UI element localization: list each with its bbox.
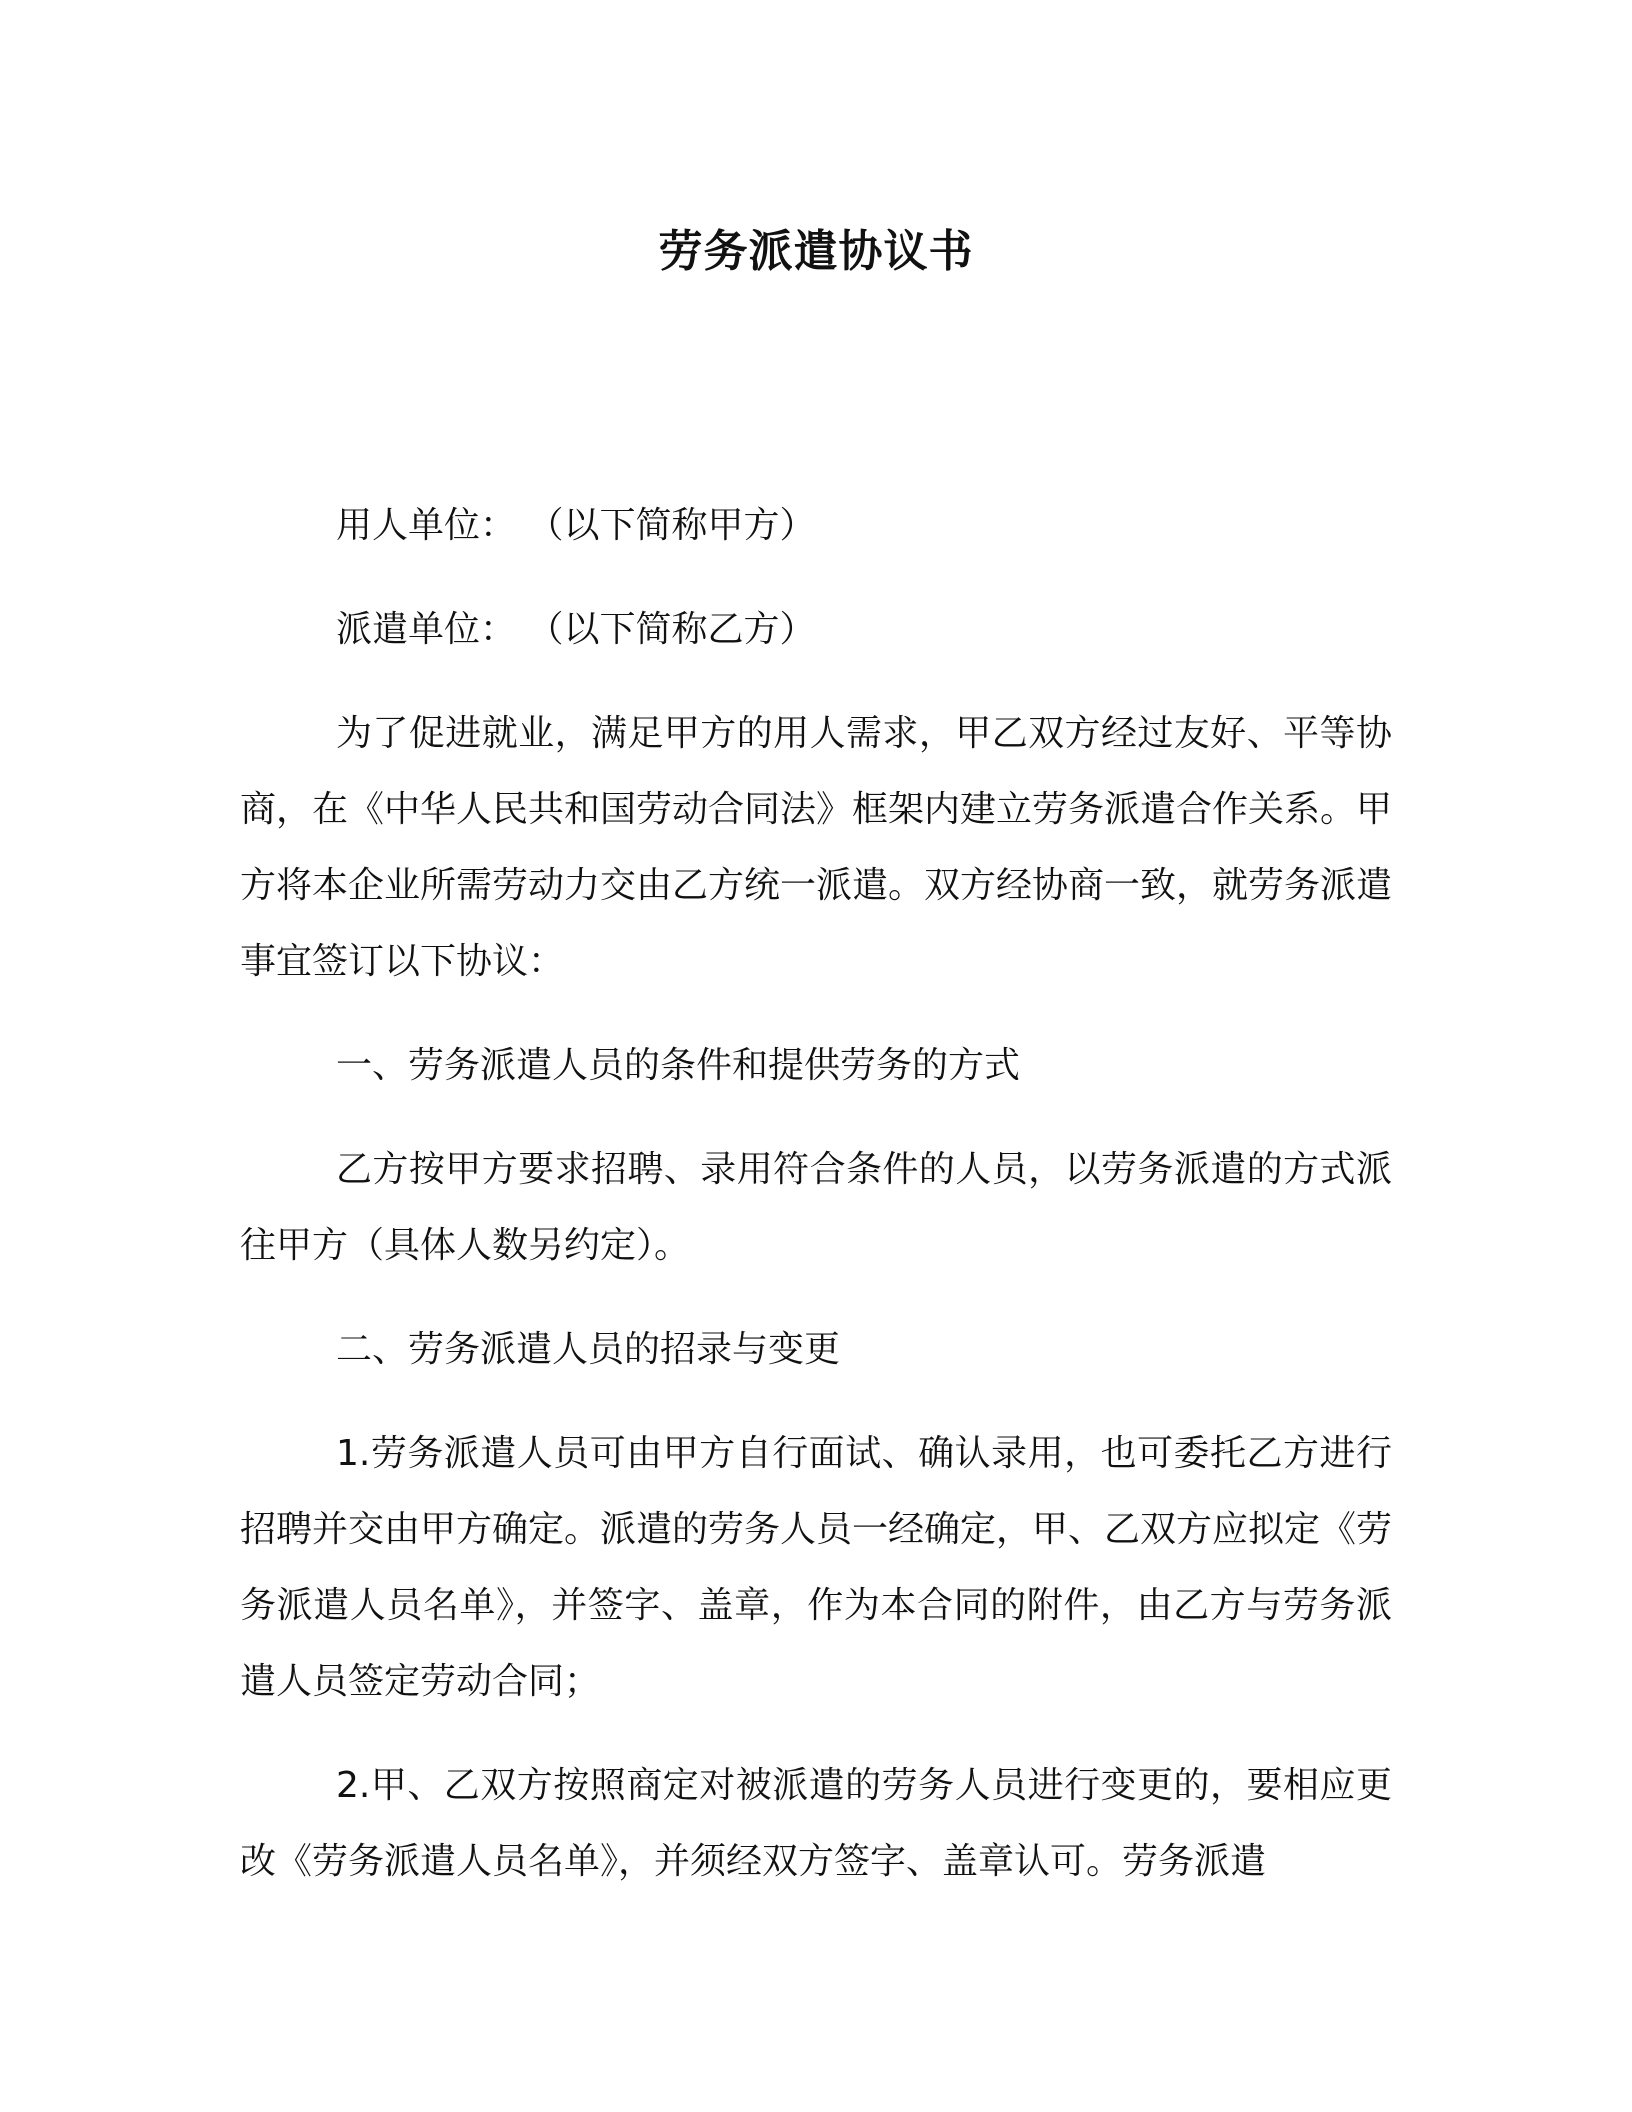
section-1-paragraph: 乙方按甲方要求招聘、录用符合条件的人员，以劳务派遣的方式派往甲方（具体人数另约定）。 (240, 1149, 1392, 1266)
preamble-paragraph: 为了促进就业，满足甲方的用人需求，甲乙双方经过友好、平等协商，在《中华人民共和国劳动合同法》框架内建立劳务派遣合作关系。甲方将本企业所需劳动力交由乙方统一派遣。双方经协商一致，就劳务派遣事宜签订以下协议： (240, 713, 1393, 982)
section-2-heading: 二、劳务派遣人员的招录与变更 (336, 1329, 841, 1370)
document-body (240, 488, 1392, 1928)
dispatch-unit-line: 派遣单位： （以下简称乙方） (336, 609, 816, 650)
employer-unit-line: 用人单位： （以下简称甲方） (336, 505, 816, 546)
section-2-clause-1: 1.劳务派遣人员可由甲方自行面试、确认录用，也可委托乙方进行招聘并交由甲方确定。派遣的劳务人员一经确定，甲、乙双方应拟定《劳务派遣人员名单》，并签字、盖章，作为本合同的附件，由乙方与劳务派遣人员签定劳动合同； (240, 1433, 1393, 1702)
document-title: 劳务派遣协议书 (658, 226, 974, 277)
section-1-heading: 一、劳务派遣人员的条件和提供劳务的方式 (336, 1045, 1021, 1086)
section-2-clause-2: 2.甲、乙双方按照商定对被派遣的劳务人员进行变更的，要相应更改《劳务派遣人员名单》，并须经双方签字、盖章认可。劳务派遣 (240, 1765, 1392, 1882)
